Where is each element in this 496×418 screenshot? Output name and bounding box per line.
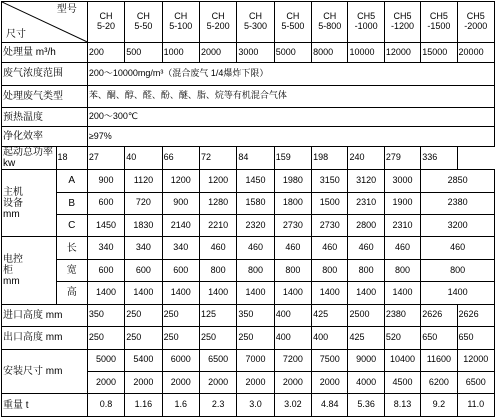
value-cell: 2310	[348, 192, 384, 214]
value-cell: 0.8	[87, 394, 124, 417]
spec-table	[1, 1, 495, 417]
model-name-part: -2000	[464, 20, 488, 31]
host-label-line: mm	[3, 208, 20, 220]
value-cell: 2000	[237, 371, 274, 393]
value-cell: 1450	[87, 215, 124, 237]
value-cell: 2000	[312, 371, 348, 393]
value-cell: 1400	[348, 282, 384, 304]
value-cell: 125	[199, 304, 236, 326]
concentration-row-value: 200～10000mg/m³（混合废气 1/4爆炸下限）	[87, 63, 494, 85]
value-cell: 5400	[125, 349, 162, 371]
model-name-part: CH	[174, 11, 188, 21]
preheat-row-label: 预热温度	[2, 108, 88, 127]
model-name-part: 5-20	[97, 20, 116, 31]
cabinet-row	[2, 282, 495, 304]
value-cell: 460	[348, 237, 384, 259]
value-cell: 400	[274, 327, 311, 349]
value-cell: 250	[125, 327, 162, 349]
model-header-cell	[199, 2, 236, 43]
value-cell: 2000	[199, 42, 236, 62]
value-cell: 500	[125, 42, 162, 62]
value-cell: 800	[348, 259, 384, 281]
value-cell: 1400	[384, 282, 420, 304]
cabinet-label-line: 电控	[3, 254, 23, 266]
value-cell: 250	[237, 327, 274, 349]
value-cell: 1120	[125, 170, 162, 192]
model-header-cell	[274, 2, 311, 43]
model-header-cell	[457, 2, 494, 43]
model-header-cell	[237, 2, 274, 43]
value-cell: 2800	[348, 215, 384, 237]
cabinet-sub-label: 宽	[56, 259, 87, 281]
value-cell: 425	[312, 304, 348, 326]
value-cell: 3120	[348, 170, 384, 192]
value-cell: 5000	[87, 349, 124, 371]
value-cell: 1.16	[125, 394, 162, 417]
value-cell: 7500	[312, 349, 348, 371]
host-row	[2, 192, 495, 214]
value-cell: 1980	[274, 170, 311, 192]
value-cell: 2730	[312, 215, 348, 237]
value-cell: 2380	[421, 192, 495, 214]
header-row	[2, 2, 495, 43]
value-cell: 2500	[348, 304, 384, 326]
value-cell: 1400	[421, 282, 495, 304]
value-cell: 6500	[199, 349, 236, 371]
install-row	[2, 349, 495, 371]
power-row	[2, 146, 495, 169]
value-cell: 2380	[384, 304, 420, 326]
cabinet-sub-label: 高	[56, 282, 87, 304]
model-name-part: CH	[136, 11, 150, 21]
value-cell: 600	[125, 259, 162, 281]
value-cell: 1400	[199, 282, 236, 304]
value-cell: 460	[384, 237, 420, 259]
value-cell: 250	[162, 304, 199, 326]
model-name-part: CH5	[429, 11, 448, 21]
preheat-row-value: 200～300℃	[87, 108, 494, 127]
value-cell: 240	[348, 146, 384, 169]
value-cell: 5.36	[348, 394, 384, 417]
host-label-line: 主机	[3, 186, 23, 198]
value-cell: 2.3	[199, 394, 236, 417]
capacity-row-label: 处理量 m³/h	[2, 42, 88, 62]
value-cell: 2000	[199, 371, 236, 393]
value-cell: 1400	[312, 282, 348, 304]
value-cell: 40	[125, 146, 162, 169]
value-cell: 5000	[274, 42, 311, 62]
value-cell: 1580	[237, 192, 274, 214]
value-cell: 400	[274, 304, 311, 326]
value-cell: 10400	[384, 349, 420, 371]
value-cell: 650	[421, 327, 457, 349]
value-cell: 4.84	[312, 394, 348, 417]
value-cell: 1000	[162, 42, 199, 62]
value-cell: 20000	[457, 42, 494, 62]
cabinet-label-line: mm	[3, 276, 20, 288]
value-cell: 8.13	[384, 394, 420, 417]
host-label-line: 设备	[3, 197, 23, 209]
model-name-part: CH5	[393, 11, 412, 21]
model-name-part: CH	[211, 11, 225, 21]
value-cell: 600	[87, 259, 124, 281]
model-name-part: 5-50	[134, 20, 153, 31]
cabinet-sub-label: 长	[56, 237, 87, 259]
value-cell: 800	[384, 259, 420, 281]
model-header-cell	[384, 2, 420, 43]
model-name-part: -1500	[427, 20, 451, 31]
value-cell: 350	[237, 304, 274, 326]
value-cell: 2320	[237, 215, 274, 237]
value-cell: 340	[125, 237, 162, 259]
host-sub-label: A	[56, 170, 87, 192]
host-row	[2, 170, 495, 192]
cabinet-label	[2, 237, 57, 304]
model-header-cell	[125, 2, 162, 43]
value-cell: 8000	[312, 42, 348, 62]
value-cell: 1400	[162, 282, 199, 304]
value-cell: 4000	[348, 371, 384, 393]
value-cell: 3.02	[274, 394, 311, 417]
value-cell: 900	[87, 170, 124, 192]
header-diagonal-cell	[2, 2, 88, 43]
value-cell: 3200	[421, 215, 495, 237]
value-cell: 27	[87, 146, 124, 169]
weight-row-label: 重量 t	[2, 394, 88, 417]
value-cell: 15000	[421, 42, 457, 62]
value-cell: 400	[312, 327, 348, 349]
value-cell: 1400	[237, 282, 274, 304]
value-cell: 279	[384, 146, 420, 169]
value-cell: 650	[457, 327, 494, 349]
value-cell: 7200	[274, 349, 311, 371]
value-cell: 250	[162, 327, 199, 349]
value-cell: 600	[162, 259, 199, 281]
value-cell: 2730	[274, 215, 311, 237]
model-name-part: CH	[99, 11, 113, 21]
model-name-part: 5-100	[169, 20, 193, 31]
model-header-cell	[87, 2, 124, 43]
efficiency-row	[2, 127, 495, 146]
value-cell: 6000	[162, 349, 199, 371]
cabinet-row	[2, 237, 495, 259]
outlet-row-label: 出口高度 mm	[2, 327, 88, 349]
value-cell: 460	[312, 237, 348, 259]
model-header-cell	[348, 2, 384, 43]
value-cell: 250	[87, 327, 124, 349]
model-header-cell	[312, 2, 348, 43]
power-row-label: 起动总功率 kw	[2, 146, 57, 169]
capacity-row	[2, 42, 495, 62]
value-cell: 12000	[457, 349, 494, 371]
value-cell: 1800	[274, 192, 311, 214]
model-name-part: CH	[323, 11, 337, 21]
value-cell: 460	[237, 237, 274, 259]
value-cell: 11.0	[457, 394, 494, 417]
preheat-row	[2, 108, 495, 127]
value-cell: 800	[199, 259, 236, 281]
value-cell: 84	[237, 146, 274, 169]
value-cell: 340	[87, 237, 124, 259]
model-name-part: 5-500	[281, 20, 305, 31]
value-cell: 200	[87, 42, 124, 62]
value-cell: 6500	[457, 371, 494, 393]
value-cell: 1200	[162, 170, 199, 192]
value-cell: 1900	[384, 192, 420, 214]
model-name-part: -1000	[354, 20, 378, 31]
value-cell: 340	[162, 237, 199, 259]
inlet-row	[2, 304, 495, 326]
value-cell: 2000	[87, 371, 124, 393]
value-cell: 3150	[312, 170, 348, 192]
value-cell: 336	[421, 146, 457, 169]
value-cell: 460	[199, 237, 236, 259]
value-cell: 1400	[87, 282, 124, 304]
value-cell: 18	[56, 146, 87, 169]
value-cell: 800	[274, 259, 311, 281]
model-name-part: CH	[249, 11, 263, 21]
value-cell: 10000	[348, 42, 384, 62]
value-cell: 425	[348, 327, 384, 349]
model-header-cell	[421, 2, 457, 43]
model-name-part: CH5	[466, 11, 485, 21]
value-cell: 1.6	[162, 394, 199, 417]
value-cell: 66	[162, 146, 199, 169]
value-cell: 2210	[199, 215, 236, 237]
gas-type-row-value: 苯、酮、醇、醛、酚、醚、脂、烷等有机混合气体	[87, 85, 494, 107]
cabinet-row	[2, 259, 495, 281]
install-row-label: 安装尺寸 mm	[2, 349, 88, 394]
value-cell: 4500	[384, 371, 420, 393]
value-cell: 1400	[125, 282, 162, 304]
value-cell: 9000	[348, 349, 384, 371]
value-cell: 250	[125, 304, 162, 326]
model-name-part: CH5	[357, 11, 376, 21]
value-cell: 2000	[162, 371, 199, 393]
host-row	[2, 215, 495, 237]
value-cell: 2000	[274, 371, 311, 393]
efficiency-row-label: 净化效率	[2, 127, 88, 146]
host-sub-label: B	[56, 192, 87, 214]
efficiency-row-value: ≥97%	[87, 127, 494, 146]
value-cell: 12000	[384, 42, 420, 62]
outlet-row	[2, 327, 495, 349]
value-cell: 250	[199, 327, 236, 349]
value-cell: 2850	[421, 170, 495, 192]
model-header-cell	[162, 2, 199, 43]
header-model-label: 型号	[56, 4, 77, 15]
gas-type-row-label: 处理废气类型	[2, 85, 88, 107]
value-cell: 800	[312, 259, 348, 281]
model-name-part: -1200	[390, 20, 415, 31]
weight-row	[2, 394, 495, 417]
model-name-part: 5-200	[206, 20, 230, 31]
model-name-part: 5-800	[318, 20, 342, 31]
host-sub-label: C	[56, 215, 87, 237]
value-cell: 159	[274, 146, 311, 169]
inlet-row-label: 进口高度 mm	[2, 304, 88, 326]
value-cell: 900	[162, 192, 199, 214]
value-cell: 7000	[237, 349, 274, 371]
value-cell: 720	[125, 192, 162, 214]
value-cell: 800	[421, 259, 495, 281]
model-name-part: CH	[286, 11, 300, 21]
value-cell: 520	[384, 327, 420, 349]
value-cell: 1200	[199, 170, 236, 192]
value-cell: 2000	[125, 371, 162, 393]
model-name-part: 5-300	[244, 20, 268, 31]
value-cell: 3000	[237, 42, 274, 62]
value-cell: 11600	[421, 349, 457, 371]
value-cell: 460	[274, 237, 311, 259]
value-cell: 1400	[274, 282, 311, 304]
value-cell: 2626	[421, 304, 457, 326]
value-cell: 600	[87, 192, 124, 214]
gas-type-row	[2, 85, 495, 107]
concentration-row	[2, 63, 495, 85]
value-cell: 2140	[162, 215, 199, 237]
value-cell: 1450	[237, 170, 274, 192]
value-cell: 350	[87, 304, 124, 326]
value-cell: 460	[421, 237, 495, 259]
value-cell: 3.0	[237, 394, 274, 417]
value-cell: 9.2	[421, 394, 457, 417]
value-cell: 1500	[312, 192, 348, 214]
concentration-row-label: 废气浓度范围	[2, 63, 88, 85]
value-cell: 2310	[384, 215, 420, 237]
value-cell: 72	[199, 146, 236, 169]
value-cell: 1280	[199, 192, 236, 214]
host-label	[2, 170, 57, 237]
value-cell: 2626	[457, 304, 494, 326]
value-cell: 1830	[125, 215, 162, 237]
cabinet-label-line: 柜	[3, 265, 13, 277]
value-cell: 3000	[384, 170, 420, 192]
value-cell: 198	[312, 146, 348, 169]
header-size-label: 尺寸	[6, 28, 26, 40]
value-cell: 800	[237, 259, 274, 281]
value-cell: 6200	[421, 371, 457, 393]
